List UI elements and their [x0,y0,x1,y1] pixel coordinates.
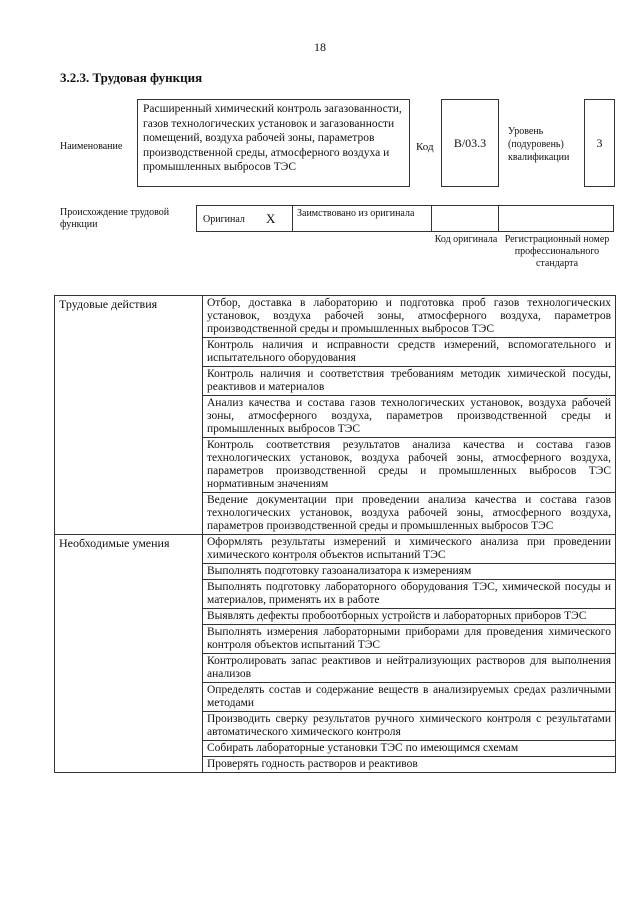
code-original-caption: Код оригинала [434,234,498,245]
category-cell: Трудовые действия [55,296,203,535]
table-cell: Производить сверку результатов ручного химического контроля с результатами автоматического химического контроля [203,712,616,741]
table-cell: Контроль соответствия результатов анализа качества и состава газов технологических установок, воздуха рабочей зоны, атмосферного воздуха, параметров производственной среды и промышленных выбросов ТЭС нормативным значениям [203,438,616,493]
table-cell: Проверять годность растворов и реактивов [203,757,616,773]
original-label: Оригинал [203,214,245,225]
original-mark: X [266,211,276,226]
table-cell: Анализ качества и состава газов технологических установок, воздуха рабочей зоны, атмосферного воздуха, параметров производственной среды и промышленных выбросов ТЭС [203,396,616,438]
reg-number-caption: Регистрационный номер профессионального стандарта [504,234,610,269]
section-title: 3.2.3. Трудовая функция [60,70,203,85]
original-cell [196,205,293,232]
table-cell: Выполнять подготовку лабораторного оборудования ТЭС, химической посуды и материалов, применять их в работе [203,580,616,609]
labor-function-table [54,295,616,773]
table-cell: Выполнять подготовку газоанализатора к измерениям [203,564,616,580]
origin-label: Происхождение трудовой функции [60,207,170,230]
table-cell: Выявлять дефекты пробоотборных устройств и лабораторных приборов ТЭС [203,609,616,625]
category-cell: Необходимые умения [55,535,203,773]
code-value: B/03.3 [453,135,487,150]
level-value-box [584,99,615,187]
code-label: Код [416,141,434,153]
reg-number-cell [498,205,614,232]
level-value: 3 [596,135,603,150]
table-cell: Собирать лабораторные установки ТЭС по имеющимся схемам [203,741,616,757]
code-original-cell [431,205,499,232]
table-cell: Контролировать запас реактивов и нейтрализующих растворов для выполнения анализов [203,654,616,683]
code-value-box [441,99,499,187]
table-cell: Определять состав и содержание веществ в анализируемых средах различными методами [203,683,616,712]
function-name-box: Расширенный химический контроль загазованности, газов технологических установок и загазованности помещений, воздуха рабочей зоны, параметров производственной среды, атмосферного воздуха и промышленных выбросов ТЭС [137,99,410,187]
name-label: Наименование [60,141,123,152]
table-row [55,535,616,564]
table-cell: Контроль наличия и исправности средств измерений, вспомогательного и испытательного оборудования [203,338,616,367]
table-cell: Отбор, доставка в лабораторию и подготовка проб газов технологических установок, воздуха рабочей зоны, атмосферного воздуха, параметров производственной среды и промышленных выбросов ТЭС [203,296,616,338]
table-cell: Ведение документации при проведении анализа качества и состава газов технологических установок, воздуха рабочей зоны, атмосферного воздуха, параметров производственной среды и промышленных выбросов ТЭС [203,493,616,535]
table-cell: Контроль наличия и соответствия требованиям методик химической посуды, реактивов и материалов [203,367,616,396]
level-label: Уровень (подуровень) квалификации [508,126,570,163]
table-cell: Выполнять измерения лабораторными приборами для проведения химического контроля объектов испытаний ТЭС [203,625,616,654]
origin-row [196,205,614,232]
page-number: 18 [314,40,326,54]
borrowed-cell: Заимствовано из оригинала [292,205,432,232]
table-row [55,296,616,338]
table-cell: Оформлять результаты измерений и химического анализа при проведении химического контроля объектов испытаний ТЭС [203,535,616,564]
